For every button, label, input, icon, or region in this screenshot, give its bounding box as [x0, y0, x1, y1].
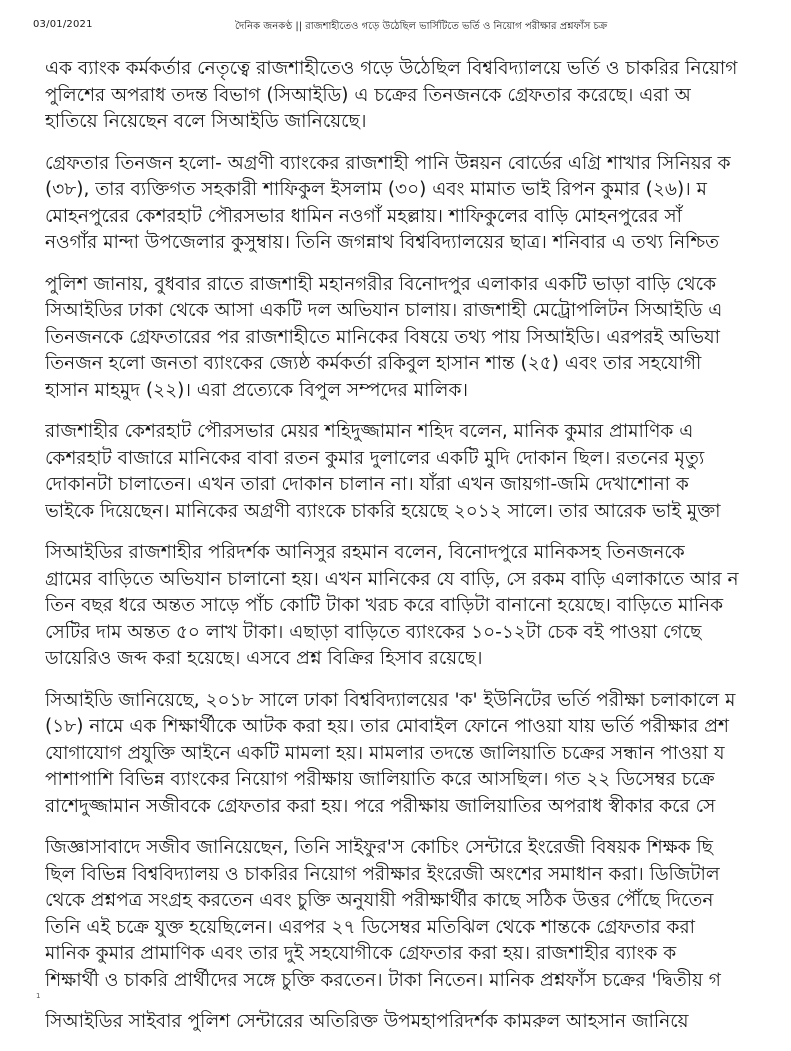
article-paragraph — [45, 272, 791, 405]
paragraph-line: রাজশাহীর কেশরহাট পৌরসভার মেয়র শহিদুজ্জামান শহিদ বলেন, মানিক কুমার প্রামাণিক এ — [45, 421, 694, 442]
paragraph-line: ডায়েরিও জব্দ করা হয়েছে। এসবে প্রশ্ন বিক্রির হিসাব রয়েছে। — [45, 648, 483, 669]
page-header — [0, 0, 791, 40]
paragraph-line: (৩৮), তার ব্যক্তিগত সহকারী শাফিকুল ইসলাম (৩০) এবং মামাত ভাই রিপন কুমার (২৬)। ম — [45, 179, 707, 200]
paragraph-line: নওগাঁর মান্দা উপজেলার কুসুম্বায়। তিনি জগন্নাথ বিশ্ববিদ্যালয়ের ছাত্র। শনিবার এ তথ্য নিশ্চিত — [45, 232, 720, 253]
paragraph-line: কেশরহাট বাজারে মানিকের বাবা রতন কুমার দুলালের একটি মুদি দোকান ছিল। রতনের মৃত্যু — [45, 447, 705, 469]
article-paragraph — [45, 151, 791, 257]
paragraph-line: ভাইকে দিয়েছেন। মানিকের অগ্রণী ব্যাংকে চাকরি হয়েছে ২০১২ সালে। তার আরেক ভাই মুক্তা — [45, 500, 721, 522]
article-body — [45, 56, 791, 1051]
article-paragraph — [45, 419, 791, 525]
paragraph-line: পুলিশ জানায়, বুধবার রাতে রাজশাহী মহানগরীর বিনোদপুর এলাকার একটি ভাড়া বাড়ি থেকে — [45, 273, 717, 295]
paragraph-line: গ্রামের বাড়িতে অভিযান চালানো হয়। এখন মানিকের যে বাড়ি, সে রকম বাড়ি এলাকাতে আর ন — [45, 568, 739, 590]
paragraph-line: যোগাযোগ প্রযুক্তি আইনে একটি মামলা হয়। মামলার তদন্তে জালিয়াতি চক্রের সন্ধান পাওয়া য — [45, 742, 725, 764]
paragraph-line: সিআইডির সাইবার পুলিশ সেন্টারের অতিরিক্ত উপমহাপরিদর্শক কামরুল আহসান জানিয়ে — [45, 1011, 689, 1032]
paragraph-line: তিন বছর ধরে অন্তত সাড়ে পাঁচ কোটি টাকা খরচ করে বাড়িটা বানানো হয়েছে। বাড়িতে মানিক — [45, 595, 724, 616]
paragraph-line: সিআইডির রাজশাহীর পরিদর্শক আনিসুর রহমান বলেন, বিনোদপুরে মানিকসহ তিনজনকে — [45, 542, 685, 563]
paragraph-line: গ্রেফতার তিনজন হলো- অগ্রণী ব্যাংকের রাজশাহী পানি উন্নয়ন বোর্ডের এগ্রি শাখার সিনিয়র ক — [45, 152, 731, 174]
paragraph-line: রাশেদুজ্জামান সজীবকে গ্রেফতার করা হয়। পরে পরীক্ষায় জালিয়াতির অপরাধ স্বীকার করে সে — [45, 795, 716, 817]
article-paragraph — [45, 540, 791, 673]
paragraph-line: হাতিয়ে নিয়েছেন বলে সিআইডি জানিয়েছে। — [45, 111, 367, 132]
paragraph-line: ছিল বিভিন্ন বিশ্ববিদ্যালয় ও চাকরির নিয়োগ পরীক্ষার ইংরেজী অংশের সমাধান করা। ডিজিটাল — [45, 863, 720, 885]
article-paragraph — [45, 56, 791, 136]
paragraph-line: সেটির দাম অন্তত ৫০ লাখ টাকা। এছাড়া বাড়িতে ব্যাংকের ১০-১২টা চেক বই পাওয়া গেছে — [45, 621, 702, 643]
paragraph-line: মানিক কুমার প্রামাণিক এবং তার দুই সহযোগীকে গ্রেফতার করা হয়। রাজশাহীর ব্যাংক ক — [45, 943, 677, 964]
paragraph-line: এক ব্যাংক কর্মকর্তার নেতৃত্বে রাজশাহীতেও গড়ে উঠেছিল বিশ্ববিদ্যালয়ে ভর্তি ও চাকরির নিয়োগ — [45, 58, 738, 79]
header-date: 03/01/2021 — [33, 19, 93, 30]
paragraph-line: জিজ্ঞাসাবাদে সজীব জানিয়েছেন, তিনি সাইফুর'স কোচিং সেন্টারে ইংরেজী বিষয়ক শিক্ষক ছি — [45, 837, 714, 858]
page-mark: 1 — [36, 992, 41, 1000]
paragraph-line: দোকানটা চালাতেন। এখন তারা দোকান চালান না। যাঁরা এখন জায়গা-জমি দেখাশোনা ক — [45, 474, 689, 495]
header-title: দৈনিক জনকণ্ঠ || রাজশাহীতেও গড়ে উঠেছিল ভার্সিটিতে ভর্তি ও নিয়োগ পরীক্ষার প্রশ্নফাঁস চক্র — [235, 21, 608, 32]
paragraph-line: থেকে প্রশ্নপত্র সংগ্রহ করতেন এবং চুক্তি অনুযায়ী পরীক্ষার্থীর কাছে সঠিক উত্তর পৌঁছে দিতেন — [45, 890, 714, 911]
paragraph-line: পাশাপাশি বিভিন্ন ব্যাংকের নিয়োগ পরীক্ষায় জালিয়াতি করে আসছিল। গত ২২ ডিসেম্বর চক্রে — [45, 769, 715, 790]
paragraph-line: তিনজনকে গ্রেফতারের পর রাজশাহীতে মানিকের বিষয়ে তথ্য পায় সিআইডি। এরপরই অভিযা — [45, 326, 721, 348]
paragraph-line: সিআইডির ঢাকা থেকে আসা একটি দল অভিযান চালায়। রাজশাহী মেট্রোপলিটন সিআইডি এ — [45, 300, 723, 321]
paragraph-line: তিনি এই চক্রে যুক্ত হয়েছিলেন। এরপর ২৭ ডিসেম্বর মতিঝিল থেকে শান্তকে গ্রেফতার করা — [45, 916, 696, 938]
article-paragraph — [45, 835, 791, 994]
article-paragraph — [45, 1009, 791, 1036]
paragraph-line: তিনজন হলো জনতা ব্যাংকের জ্যেষ্ঠ কর্মকর্তা রকিবুল হাসান শান্ত (২৫) এবং তার সহযোগী — [45, 353, 702, 374]
paragraph-line: পুলিশের অপরাধ তদন্ত বিভাগ (সিআইডি) এ চক্রের তিনজনকে গ্রেফতার করেছে। এরা অ — [45, 84, 691, 106]
article-paragraph — [45, 688, 791, 821]
paragraph-line: হাসান মাহমুদ (২২)। এরা প্রত্যেকে বিপুল সম্পদের মালিক। — [45, 379, 469, 401]
paragraph-line: সিআইডি জানিয়েছে, ২০১৮ সালে ঢাকা বিশ্ববিদ্যালয়ের 'ক' ইউনিটের ভর্তি পরীক্ষা চলাকালে ম — [45, 689, 736, 711]
paragraph-line: শিক্ষার্থী ও চাকরি প্রার্থীদের সঙ্গে চুক্তি করতেন। টাকা নিতেন। মানিক প্রশ্নফাঁস চক্রের 'দ্বিতীয় গ — [45, 969, 721, 991]
paragraph-line: মোহনপুরের কেশরহাট পৌরসভার ধামিন নওগাঁ মহল্লায়। শাফিকুলের বাড়ি মোহনপুরের সাঁ — [45, 205, 682, 227]
paragraph-line: (১৮) নামে এক শিক্ষার্থীকে আটক করা হয়। তার মোবাইল ফোনে পাওয়া যায় ভর্তি পরীক্ষার প্রশ — [45, 716, 729, 737]
